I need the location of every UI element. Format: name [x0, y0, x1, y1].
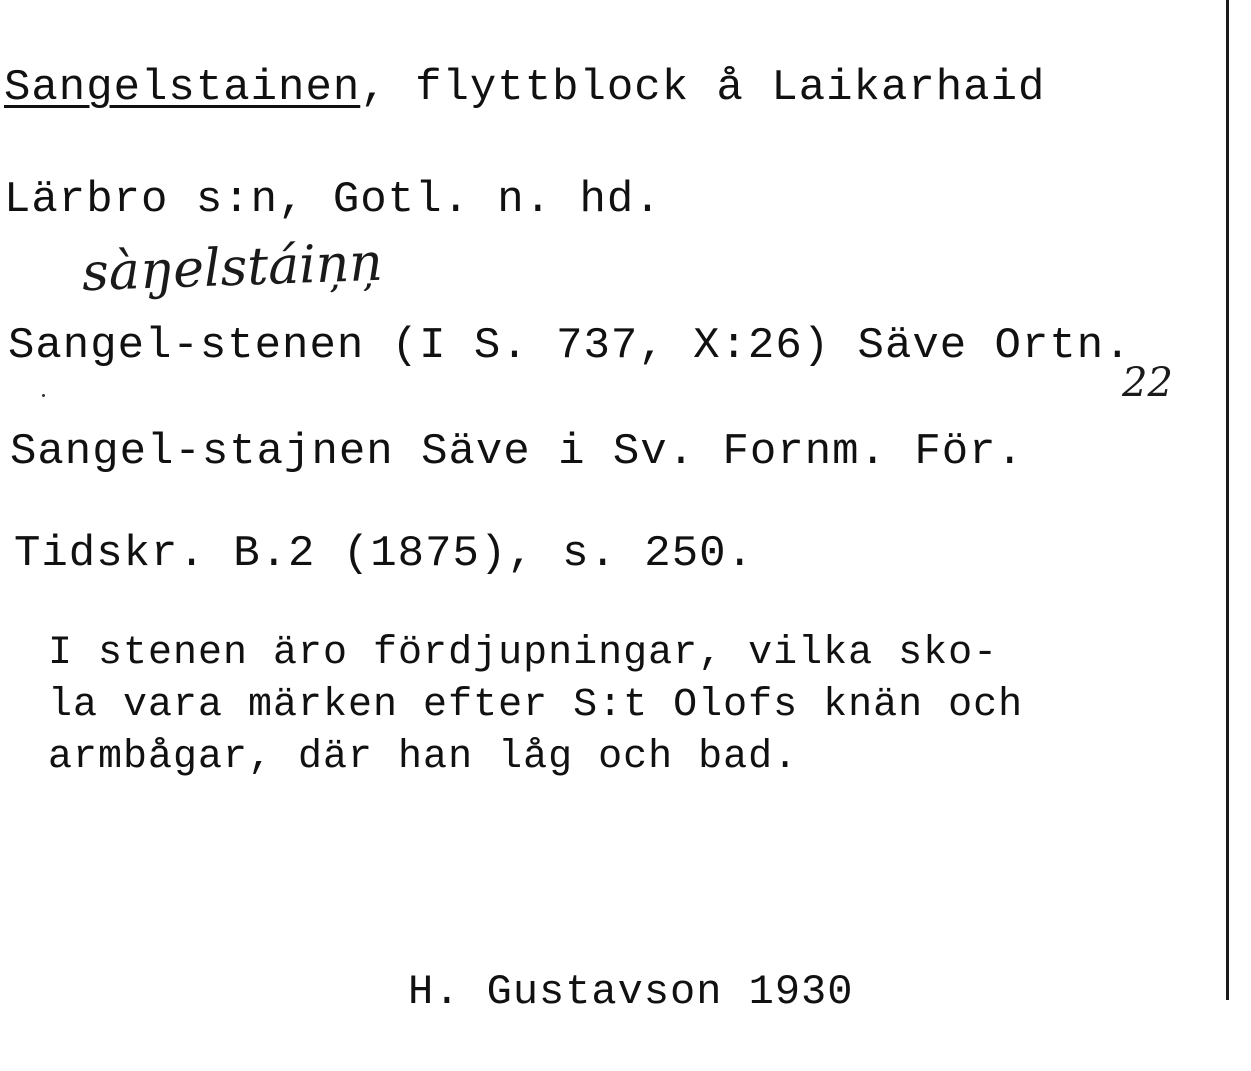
headword-line: [4, 64, 1045, 112]
handwritten-pronunciation: sàŋelstáiņņ: [81, 232, 384, 304]
headword: Sangelstainen: [4, 63, 361, 113]
source-line-2: Sangel-stajnen Säve i Sv. Fornm. För.: [10, 427, 1024, 477]
source-line-3: Tidskr. B.2 (1875), s. 250.: [14, 529, 754, 579]
description-line-1: I stenen äro fördjupningar, vilka sko-: [48, 631, 999, 676]
headword-description: , flyttblock å Laikarhaid: [360, 63, 1046, 113]
source-line-1: Sangel-stenen (I S. 737, X:26) Säve Ortn.: [8, 321, 1132, 371]
card-edge-line: [1226, 0, 1229, 1000]
signature: H. Gustavson 1930: [408, 968, 854, 1016]
ink-speck: [42, 394, 45, 397]
description-line-3: armbågar, där han låg och bad.: [48, 735, 799, 780]
handwritten-page-note: 22: [1122, 360, 1173, 406]
description-line-2: la vara märken efter S:t Olofs knän och: [48, 683, 1024, 728]
location-line: Lärbro s:n, Gotl. n. hd.: [4, 175, 662, 225]
